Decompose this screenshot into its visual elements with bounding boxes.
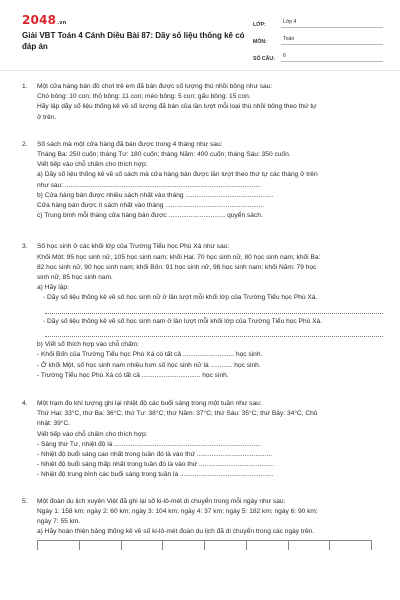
info-row-class	[253, 13, 383, 30]
question-line: - Trường Tiểu học Phù Xá có tất cả ................................ học sinh.	[37, 371, 229, 379]
question-line: 82 học sinh nữ, 90 học sinh nam; khối Bốn: 91 học sinh nữ, 98 học sinh nam; khối Năm: 79 học	[37, 263, 317, 271]
question-line: Ngày 1: 158 km; ngày 2: 60 km; ngày 3: 104 km; ngày 4: 37 km; ngày 5: 182 km; ngày 6: 90 km;	[37, 507, 318, 515]
table-cell[interactable]	[163, 541, 205, 550]
logo-suffix: .vn	[57, 20, 67, 26]
question-3	[22, 242, 382, 381]
question-line: - Dãy số liệu thống kê về số học sinh nam ở lần lượt mỗi khối lớp của Trường Tiểu học Phù Xá.	[43, 317, 323, 325]
question-5	[22, 497, 382, 551]
question-2	[22, 140, 382, 222]
question-line: nhật: 39°C.	[37, 420, 71, 428]
info-row-count	[253, 47, 383, 64]
info-label: LỚP:	[253, 22, 266, 28]
page-title: Giải VBT Toán 4 Cánh Diều Bài 87: Dãy số liệu thống kê có đáp án	[22, 31, 245, 51]
question-line: - Khối Bốn của Trường Tiểu học Phù Xá có tất cả ............................ học sinh.	[37, 351, 263, 359]
question-number: 2.	[22, 140, 28, 148]
question-number: 5.	[22, 497, 28, 505]
question-line: Khối Một: 95 học sinh nữ, 105 học sinh nam; khối Hai: 70 học sinh nữ, 80 học sinh nam; khối Ba:	[37, 253, 321, 261]
question-line: a) Hãy lập:	[37, 284, 69, 292]
table-cell[interactable]	[330, 541, 371, 550]
info-label: MÔN:	[253, 39, 267, 45]
info-row-subject	[253, 30, 383, 47]
question-line: - Nhiệt độ buổi sáng cao nhất trong tuần đó là vào thứ .........................................	[37, 451, 272, 459]
question-line: Số học sinh ở các khối lớp của Trường Tiểu học Phù Xá như sau:	[37, 243, 230, 251]
question-line: Thứ Hai: 33°C, thứ Ba: 36°C; thứ Tư: 38°C; thứ Năm: 37°C; thứ Sáu: 35°C; thứ Bảy: 34°C, Chủ	[37, 410, 318, 418]
question-1	[22, 82, 382, 123]
table-cell[interactable]	[289, 541, 331, 550]
table-cell[interactable]	[122, 541, 164, 550]
table-cell[interactable]	[247, 541, 289, 550]
worksheet-content	[22, 82, 382, 550]
question-line: a) Dãy số liệu thống kê về số sách mà cửa hàng bán được lần lượt theo thứ tự các tháng ở trên	[37, 171, 318, 179]
answer-line[interactable]	[45, 304, 383, 314]
question-number: 1.	[22, 83, 28, 90]
question-line: c) Trung bình mỗi tháng cửa hàng bán được ............................... quyển sách.	[37, 212, 263, 220]
page-header	[0, 0, 400, 64]
info-label: SỐ CÂU:	[253, 56, 275, 62]
question-line: Một cửa hàng bán đồ chơi trẻ em đã bán được số lượng thú nhồi bông như sau:	[37, 83, 273, 90]
question-line: - Nhiệt độ buổi sáng thấp nhất trong tuần đó là vào thứ .........................................	[37, 461, 275, 469]
question-line: a) Hãy hoàn thiện bảng thống kê về số ki-lô-mét đoàn du lịch đã di chuyển trong các ngày trên.	[37, 528, 315, 536]
table-cell[interactable]	[38, 541, 80, 550]
question-line: Một trạm đo khí tượng ghi lại nhiệt độ các buổi sáng trong một tuần như sau:	[37, 400, 262, 408]
question-line: b) Viết số thích hợp vào chỗ chấm:	[37, 341, 140, 349]
question-number: 3.	[22, 243, 28, 251]
header-divider	[0, 70, 400, 71]
info-value: 6	[281, 53, 383, 62]
question-line: - Sáng thứ Tư, nhiệt độ là ................................................................................	[37, 440, 261, 448]
question-line: ngày 7: 55 km.	[37, 518, 81, 526]
question-line: Một đoàn du lịch xuyên Việt đã ghi lại số ki-lô-mét di chuyển trong mỗi ngày như sau:	[37, 497, 286, 505]
info-box	[253, 13, 383, 64]
question-line: b) Cửa hàng bán được nhiều sách nhất vào tháng ................................................	[37, 191, 274, 199]
question-4	[22, 399, 382, 481]
question-line: Chó bông: 10 con; thỏ bông: 11 con; mèo bông: 5 con; gấu bông: 15 con.	[37, 93, 251, 101]
question-number: 4.	[22, 400, 28, 408]
table-cell[interactable]	[80, 541, 122, 550]
question-line: Số sách mà một cửa hàng đã bán được trong 4 tháng như sau:	[37, 140, 223, 148]
question-line: Viết tiếp vào chỗ chấm cho thích hợp:	[37, 161, 148, 169]
answer-line[interactable]	[45, 327, 383, 337]
stats-table	[37, 540, 372, 550]
question-line: ở trên.	[37, 113, 57, 121]
question-line: Cửa hàng bán được ít sách nhất vào tháng ......................................................	[37, 202, 265, 210]
site-logo[interactable]	[22, 13, 67, 27]
question-line: - Ở khối Một, số học sinh nam nhiều hơn số học sinh nữ là ............ học sinh.	[37, 361, 261, 369]
question-line: sinh nữ, 85 học sinh nam.	[37, 274, 113, 282]
table-cell[interactable]	[205, 541, 247, 550]
info-value: Toán	[281, 36, 383, 45]
info-value: Lớp 4	[281, 19, 383, 28]
question-line: Viết tiếp vào chỗ chấm cho thích hợp:	[37, 430, 148, 438]
question-line: Hãy lập dãy số liệu thống kê về số lượng đã bán của lần lượt mỗi loại thú nhồi bông theo thứ tự	[37, 103, 317, 111]
question-line: - Nhiệt độ trung bình các buổi sáng trong tuần là ...................................................	[37, 471, 274, 479]
question-line: Tháng Ba: 250 cuốn; tháng Tư: 180 cuốn; tháng Năm: 400 cuốn; tháng Sáu: 350 cuốn.	[37, 151, 291, 159]
question-line: - Dãy số liệu thống kê về số học sinh nữ ở lần lượt mỗi khối lớp của Trường Tiểu học Phù Xá.	[43, 294, 318, 302]
logo-text: 2048	[22, 13, 57, 27]
question-line: như sau: ...........................................................................................................	[37, 181, 261, 189]
